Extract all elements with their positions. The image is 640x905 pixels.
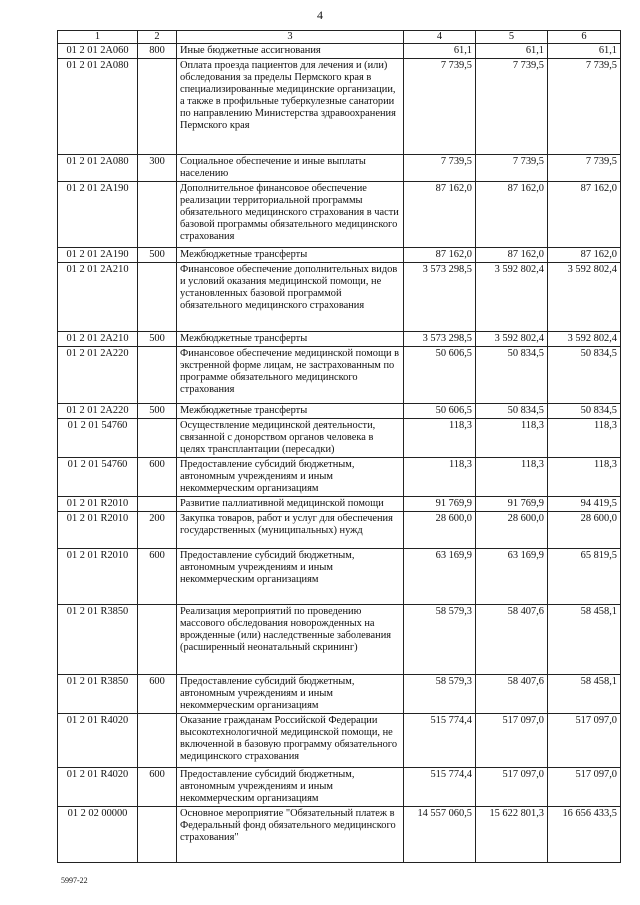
column-header-5: 5 <box>476 31 548 44</box>
row-expense-type <box>138 182 177 248</box>
table-row <box>58 248 621 263</box>
row-value-col6: 28 600,0 <box>548 512 621 549</box>
row-value-col4: 50 606,5 <box>404 404 476 419</box>
row-name: Предоставление субсидий бюджетным, автономным учреждениям и иным некоммерческим организациям <box>177 675 404 714</box>
row-value-col6: 7 739,5 <box>548 155 621 182</box>
row-value-col4: 58 579,3 <box>404 675 476 714</box>
row-value-col6: 50 834,5 <box>548 347 621 404</box>
row-value-col5: 28 600,0 <box>476 512 548 549</box>
table-row <box>58 549 621 605</box>
table-body <box>58 44 621 863</box>
row-code: 01 2 01 2А220 <box>58 347 138 404</box>
document-code: 5997-22 <box>61 876 88 885</box>
row-value-col4: 515 774,4 <box>404 768 476 807</box>
row-value-col4: 118,3 <box>404 458 476 497</box>
table-row <box>58 714 621 768</box>
row-value-col5: 91 769,9 <box>476 497 548 512</box>
row-value-col6: 3 592 802,4 <box>548 332 621 347</box>
row-value-col5: 3 592 802,4 <box>476 332 548 347</box>
row-expense-type <box>138 59 177 155</box>
row-value-col5: 87 162,0 <box>476 182 548 248</box>
row-value-col6: 118,3 <box>548 419 621 458</box>
column-header-4: 4 <box>404 31 476 44</box>
row-name: Предоставление субсидий бюджетным, автономным учреждениям и иным некоммерческим организациям <box>177 549 404 605</box>
row-name: Межбюджетные трансферты <box>177 332 404 347</box>
table-row <box>58 347 621 404</box>
row-name: Финансовое обеспечение медицинской помощи в экстренной форме лицам, не застрахованным по программе обязательного медицинского страхования <box>177 347 404 404</box>
row-expense-type <box>138 605 177 675</box>
row-name: Оплата проезда пациентов для лечения и (или) обследования за пределы Пермского края в специализированные медицинские организации, а также в профильные туберкулезные санатории по направлению Министерства здравоохранения Пермского края <box>177 59 404 155</box>
column-header-1: 1 <box>58 31 138 44</box>
row-expense-type: 600 <box>138 768 177 807</box>
row-value-col4: 3 573 298,5 <box>404 332 476 347</box>
row-value-col4: 63 169,9 <box>404 549 476 605</box>
column-header-6: 6 <box>548 31 621 44</box>
row-name: Межбюджетные трансферты <box>177 248 404 263</box>
row-value-col6: 517 097,0 <box>548 714 621 768</box>
page-number: 4 <box>317 8 323 22</box>
row-value-col5: 58 407,6 <box>476 675 548 714</box>
row-code: 01 2 01 2А220 <box>58 404 138 419</box>
row-value-col5: 15 622 801,3 <box>476 807 548 863</box>
row-value-col4: 50 606,5 <box>404 347 476 404</box>
row-name: Финансовое обеспечение дополнительных видов и условий оказания медицинской помощи, не установленных базовой программой обязательного медицинского страхования <box>177 263 404 332</box>
row-expense-type <box>138 263 177 332</box>
row-code: 01 2 01 R2010 <box>58 549 138 605</box>
table-row <box>58 419 621 458</box>
row-expense-type: 500 <box>138 248 177 263</box>
table-row <box>58 497 621 512</box>
row-value-col6: 58 458,1 <box>548 675 621 714</box>
row-name: Основное мероприятие "Обязательный платеж в Федеральный фонд обязательного медицинского страхования" <box>177 807 404 863</box>
row-value-col4: 28 600,0 <box>404 512 476 549</box>
row-value-col5: 63 169,9 <box>476 549 548 605</box>
table-row <box>58 404 621 419</box>
row-name: Дополнительное финансовое обеспечение реализации территориальной программы обязательного медицинского страхования в части базовой программы обязательного медицинского страхования <box>177 182 404 248</box>
row-value-col6: 3 592 802,4 <box>548 263 621 332</box>
row-name: Социальное обеспечение и иные выплаты населению <box>177 155 404 182</box>
row-value-col6: 65 819,5 <box>548 549 621 605</box>
row-value-col5: 7 739,5 <box>476 59 548 155</box>
row-value-col4: 14 557 060,5 <box>404 807 476 863</box>
row-value-col5: 517 097,0 <box>476 768 548 807</box>
row-code: 01 2 01 2А190 <box>58 248 138 263</box>
row-value-col6: 61,1 <box>548 44 621 59</box>
row-value-col5: 118,3 <box>476 419 548 458</box>
row-expense-type <box>138 419 177 458</box>
row-value-col5: 87 162,0 <box>476 248 548 263</box>
row-expense-type <box>138 347 177 404</box>
row-value-col5: 61,1 <box>476 44 548 59</box>
row-value-col4: 7 739,5 <box>404 155 476 182</box>
row-value-col4: 3 573 298,5 <box>404 263 476 332</box>
row-expense-type <box>138 497 177 512</box>
row-value-col4: 118,3 <box>404 419 476 458</box>
row-value-col5: 50 834,5 <box>476 347 548 404</box>
row-value-col5: 7 739,5 <box>476 155 548 182</box>
row-code: 01 2 01 2А080 <box>58 155 138 182</box>
row-expense-type: 500 <box>138 404 177 419</box>
table-row <box>58 605 621 675</box>
row-expense-type: 600 <box>138 458 177 497</box>
row-value-col5: 58 407,6 <box>476 605 548 675</box>
row-value-col6: 87 162,0 <box>548 248 621 263</box>
table-row <box>58 807 621 863</box>
row-name: Предоставление субсидий бюджетным, автономным учреждениям и иным некоммерческим организациям <box>177 458 404 497</box>
row-value-col6: 16 656 433,5 <box>548 807 621 863</box>
row-expense-type: 800 <box>138 44 177 59</box>
row-value-col4: 87 162,0 <box>404 248 476 263</box>
row-value-col5: 50 834,5 <box>476 404 548 419</box>
row-code: 01 2 01 2А210 <box>58 332 138 347</box>
row-name: Закупка товаров, работ и услуг для обеспечения государственных (муниципальных) нужд <box>177 512 404 549</box>
row-name: Осуществление медицинской деятельности, связанной с донорством органов человека в целях трансплантации (пересадки) <box>177 419 404 458</box>
table-row <box>58 182 621 248</box>
row-expense-type: 300 <box>138 155 177 182</box>
table-row <box>58 675 621 714</box>
row-value-col4: 87 162,0 <box>404 182 476 248</box>
row-value-col4: 58 579,3 <box>404 605 476 675</box>
row-value-col4: 61,1 <box>404 44 476 59</box>
row-expense-type <box>138 714 177 768</box>
row-code: 01 2 01 R4020 <box>58 714 138 768</box>
row-value-col5: 3 592 802,4 <box>476 263 548 332</box>
table-row <box>58 59 621 155</box>
row-value-col6: 87 162,0 <box>548 182 621 248</box>
row-code: 01 2 02 00000 <box>58 807 138 863</box>
row-value-col5: 118,3 <box>476 458 548 497</box>
table-row <box>58 332 621 347</box>
row-value-col4: 7 739,5 <box>404 59 476 155</box>
row-name: Иные бюджетные ассигнования <box>177 44 404 59</box>
row-code: 01 2 01 2А080 <box>58 59 138 155</box>
row-code: 01 2 01 54760 <box>58 458 138 497</box>
row-name: Развитие паллиативной медицинской помощи <box>177 497 404 512</box>
row-code: 01 2 01 54760 <box>58 419 138 458</box>
row-code: 01 2 01 R3850 <box>58 605 138 675</box>
row-name: Межбюджетные трансферты <box>177 404 404 419</box>
table-row <box>58 768 621 807</box>
row-value-col4: 91 769,9 <box>404 497 476 512</box>
table-row <box>58 155 621 182</box>
row-code: 01 2 01 2А210 <box>58 263 138 332</box>
column-header-2: 2 <box>138 31 177 44</box>
row-code: 01 2 01 R4020 <box>58 768 138 807</box>
row-code: 01 2 01 R2010 <box>58 497 138 512</box>
row-name: Оказание гражданам Российской Федерации высокотехнологичной медицинской помощи, не включенной в базовую программу обязательного медицинского страхования <box>177 714 404 768</box>
table-row <box>58 263 621 332</box>
header-row <box>58 31 621 44</box>
budget-table <box>57 30 621 863</box>
row-code: 01 2 01 R2010 <box>58 512 138 549</box>
row-value-col5: 517 097,0 <box>476 714 548 768</box>
row-name: Предоставление субсидий бюджетным, автономным учреждениям и иным некоммерческим организациям <box>177 768 404 807</box>
table-row <box>58 512 621 549</box>
row-value-col4: 515 774,4 <box>404 714 476 768</box>
row-value-col6: 517 097,0 <box>548 768 621 807</box>
row-expense-type: 500 <box>138 332 177 347</box>
row-expense-type: 600 <box>138 549 177 605</box>
row-code: 01 2 01 2А060 <box>58 44 138 59</box>
row-code: 01 2 01 2А190 <box>58 182 138 248</box>
row-expense-type <box>138 807 177 863</box>
column-header-3: 3 <box>177 31 404 44</box>
row-expense-type: 600 <box>138 675 177 714</box>
row-name: Реализация мероприятий по проведению массового обследования новорожденных на врожденные (или) наследственные заболевания (расширенный неонатальный скрининг) <box>177 605 404 675</box>
row-value-col6: 58 458,1 <box>548 605 621 675</box>
row-value-col6: 7 739,5 <box>548 59 621 155</box>
row-value-col6: 118,3 <box>548 458 621 497</box>
table-row <box>58 44 621 59</box>
table-row <box>58 458 621 497</box>
row-code: 01 2 01 R3850 <box>58 675 138 714</box>
row-value-col6: 94 419,5 <box>548 497 621 512</box>
row-value-col6: 50 834,5 <box>548 404 621 419</box>
row-expense-type: 200 <box>138 512 177 549</box>
